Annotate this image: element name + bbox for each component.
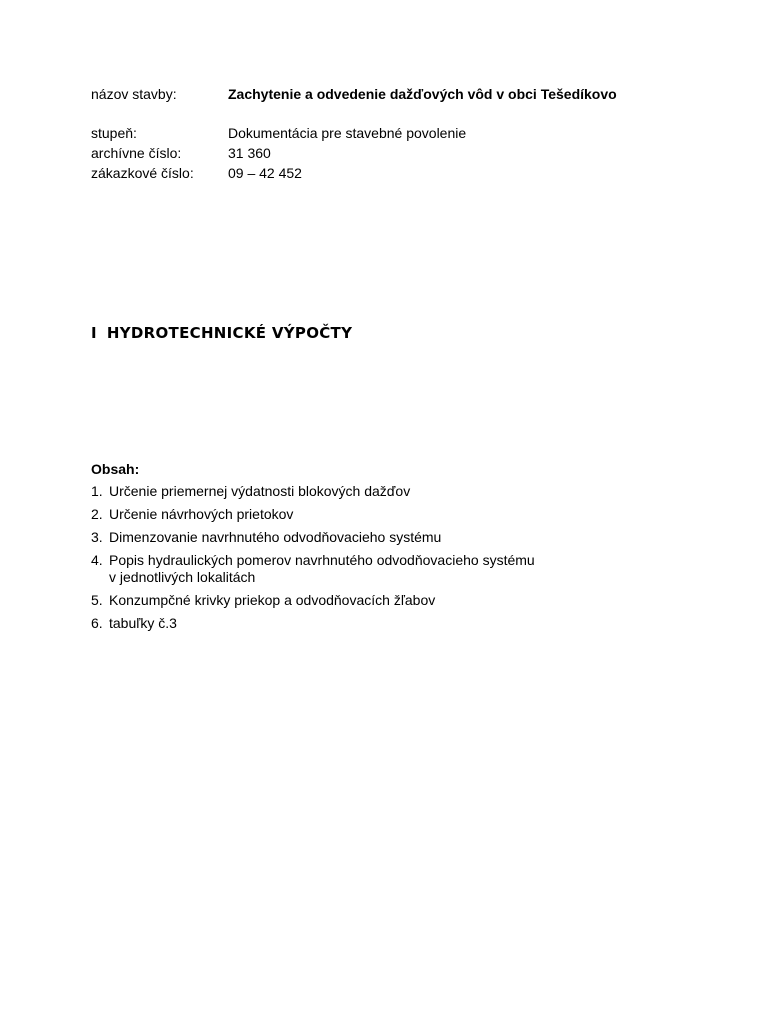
contents-item-number: 4. bbox=[91, 552, 103, 568]
section-number: I bbox=[91, 324, 97, 342]
order-number-value: 09 – 42 452 bbox=[228, 165, 302, 181]
contents-list bbox=[91, 483, 711, 638]
contents-item bbox=[91, 592, 711, 609]
contents-heading: Obsah: bbox=[91, 461, 140, 477]
contents-item-number: 5. bbox=[91, 592, 103, 608]
contents-item-text: Konzumpčné krivky priekop a odvodňovacích žľabov bbox=[109, 592, 436, 608]
contents-item-number: 6. bbox=[91, 615, 103, 631]
project-name-label: názov stavby: bbox=[91, 86, 177, 102]
stage-value: Dokumentácia pre stavebné povolenie bbox=[228, 125, 467, 141]
contents-item bbox=[91, 506, 711, 523]
contents-item-number: 1. bbox=[91, 483, 103, 499]
contents-item bbox=[91, 615, 711, 632]
contents-item bbox=[91, 529, 711, 546]
stage-label: stupeň: bbox=[91, 125, 137, 141]
order-number-row bbox=[91, 163, 691, 183]
project-block bbox=[91, 84, 691, 104]
archive-number-value: 31 360 bbox=[228, 145, 271, 161]
section-heading bbox=[91, 323, 352, 343]
contents-item-number: 3. bbox=[91, 529, 103, 545]
order-number-label: zákazkové číslo: bbox=[91, 165, 194, 181]
project-name-value: Zachytenie a odvedenie dažďových vôd v obci Tešedíkovo bbox=[228, 86, 617, 102]
contents-item bbox=[91, 552, 711, 586]
document-info-block bbox=[91, 123, 691, 183]
contents-item-text: Dimenzovanie navrhnutého odvodňovacieho systému bbox=[109, 529, 442, 545]
section-title: HYDROTECHNICKÉ VÝPOČTY bbox=[106, 324, 353, 342]
contents-item-text-continued: v jednotlivých lokalitách bbox=[109, 569, 256, 585]
contents-item-text: tabuľky č.3 bbox=[109, 615, 177, 631]
contents-item-text: Určenie priemernej výdatnosti blokových dažďov bbox=[109, 483, 411, 499]
contents-item bbox=[91, 483, 711, 500]
contents-item-text: Popis hydraulických pomerov navrhnutého odvodňovacieho systému bbox=[109, 552, 535, 568]
archive-number-label: archívne číslo: bbox=[91, 145, 182, 161]
contents-item-text: Určenie návrhových prietokov bbox=[109, 506, 294, 522]
archive-number-row bbox=[91, 143, 691, 163]
contents-item-number: 2. bbox=[91, 506, 103, 522]
stage-row bbox=[91, 123, 691, 143]
project-name-row bbox=[91, 84, 691, 104]
